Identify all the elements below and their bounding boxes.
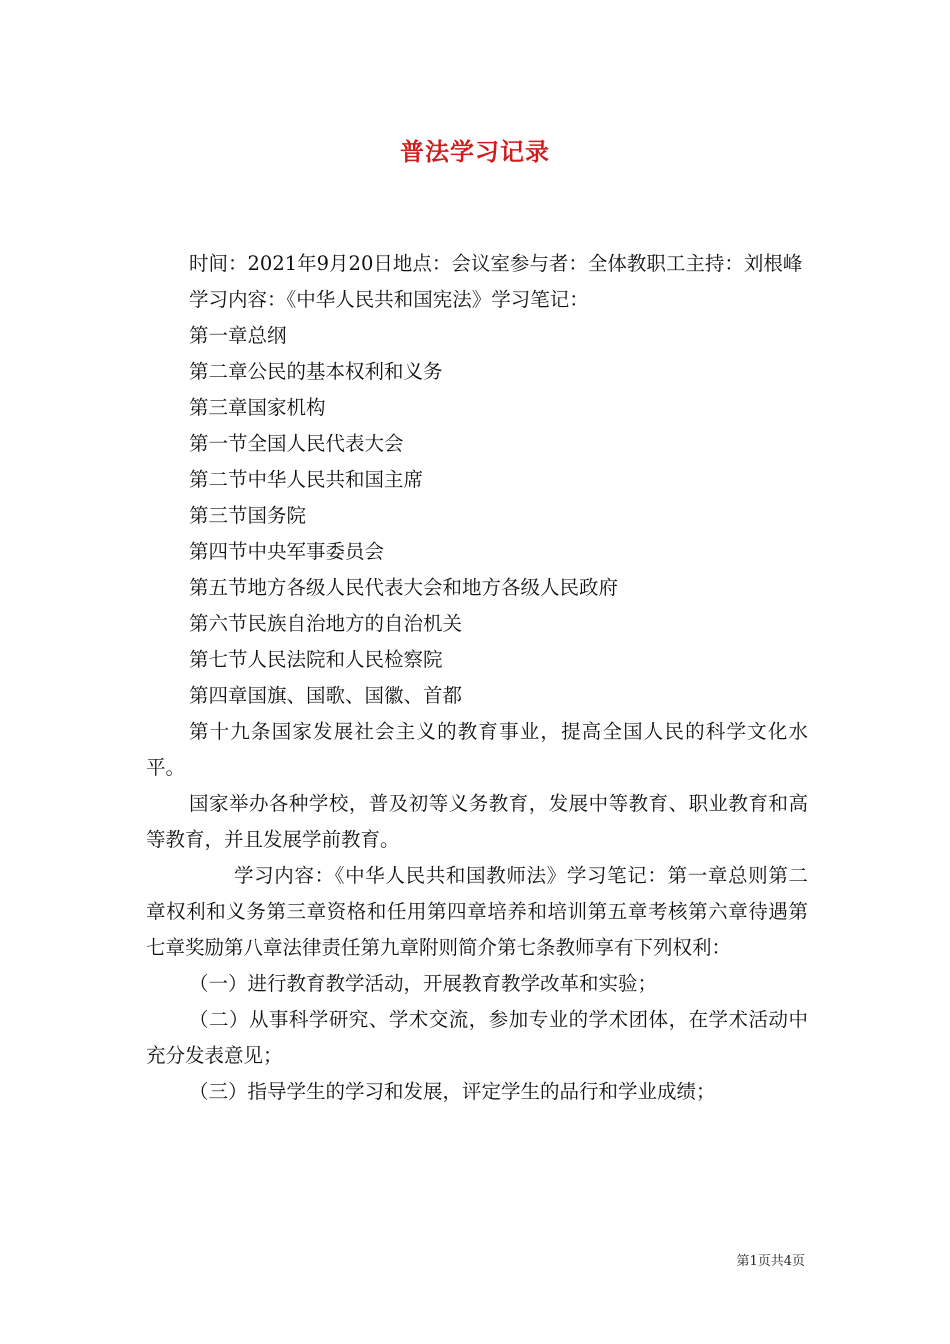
schools-paragraph: 国家举办各种学校，普及初等义务教育，发展中等教育、职业教育和高等教育，并且发展学前教育。 (146, 792, 808, 851)
rights-item: （三）指导学生的学习和发展，评定学生的品行和学业成绩； (189, 1080, 716, 1103)
meta-line: 时间：2021年9月20日地点：会议室参与者：全体教职工主持：刘根峰 (189, 252, 803, 275)
constitution-heading: 学习内容：《中华人民共和国宪法》学习笔记： (189, 288, 589, 311)
outline-item: 第四章国旗、国歌、国徽、首都 (189, 684, 463, 707)
article-19-paragraph: 第十九条国家发展社会主义的教育事业，提高全国人民的科学文化水平。 (146, 720, 808, 779)
rights-item: （一）进行教育教学活动，开展教育教学改革和实验； (189, 972, 658, 995)
outline-item: 第三节国务院 (189, 504, 307, 527)
outline-item: 第六节民族自治地方的自治机关 (189, 612, 463, 635)
outline-item: 第四节中央军事委员会 (189, 540, 385, 563)
outline-item: 第二章公民的基本权利和义务 (189, 360, 443, 383)
page-number: 第1页共4页 (736, 1254, 805, 1269)
outline-item: 第五节地方各级人民代表大会和地方各级人民政府 (189, 576, 619, 599)
outline-item: 第七节人民法院和人民检察院 (189, 648, 443, 671)
document-body (146, 246, 808, 1110)
outline-item: 第二节中华人民共和国主席 (189, 468, 424, 491)
teacher-law-paragraph: 学习内容：《中华人民共和国教师法》学习笔记：第一章总则第二章权利和义务第三章资格和任用第四章培养和培训第五章考核第六章待遇第七章奖励第八章法律责任第九章附则简介第七条教师享有下列权利： (146, 864, 808, 959)
outline-item: 第一节全国人民代表大会 (189, 432, 404, 455)
rights-item: （二）从事科学研究、学术交流，参加专业的学术团体，在学术活动中充分发表意见； (146, 1008, 808, 1067)
outline-item: 第三章国家机构 (189, 396, 326, 419)
outline-item: 第一章总纲 (189, 324, 287, 347)
document-title: 普法学习记录 (400, 137, 550, 166)
